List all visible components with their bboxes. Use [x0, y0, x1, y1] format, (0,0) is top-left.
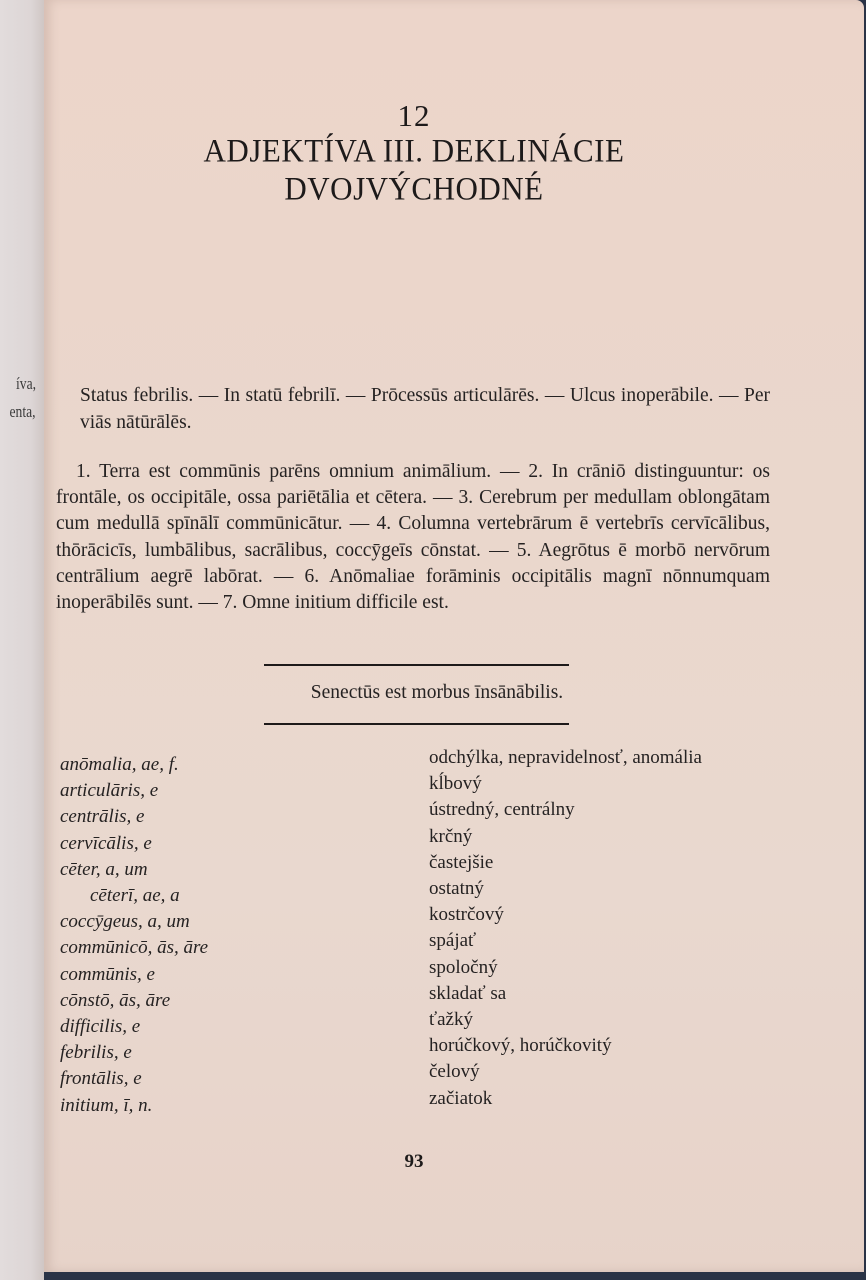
example-phrases: Status febrilis. — In statū febrilī. — Prōcessūs articulārēs. — Ulcus inoperābile. — Per viās nātūrālēs. — [80, 385, 770, 433]
vocab-latin-term: centrālis, e — [60, 806, 145, 828]
vocab-translation: horúčkový, horúčkovitý — [429, 1035, 612, 1057]
vocab-translation: častejšie — [429, 851, 494, 873]
vocab-latin-term: anōmalia, ae, f. — [60, 754, 179, 775]
adjacent-page-fragment: enta, — [9, 402, 36, 421]
vocab-translation: ústredný, centrálny — [429, 799, 575, 821]
vocab-latin-term: frontālis, e — [60, 1068, 142, 1090]
vocabulary-latin-column — [60, 752, 400, 1119]
vocab-translation: krčný — [429, 825, 473, 847]
vocab-translation: čelový — [429, 1061, 480, 1083]
vocabulary-slovak-column — [429, 745, 829, 1112]
motto: Senectūs est morbus īnsānābilis. — [310, 682, 564, 703]
vocab-translation: kostrčový — [429, 904, 504, 926]
page-number: 93 — [404, 1151, 424, 1172]
vocab-latin-term: initium, ī, n. — [60, 1094, 153, 1116]
adjacent-page-edge — [0, 0, 44, 1280]
vocab-translation: ťažký — [429, 1009, 473, 1031]
vocab-latin-term: cervīcālis, e — [60, 832, 152, 854]
vocab-translation: začiatok — [429, 1087, 493, 1109]
motto-top-rule — [264, 664, 569, 666]
vocab-latin-term: coccȳgeus, a, um — [60, 911, 190, 933]
vocab-latin-term: cōnstō, ās, āre — [60, 989, 171, 1011]
vocab-translation: spájať — [429, 930, 477, 952]
vocab-translation: ostatný — [429, 878, 484, 900]
vocab-translation: kĺbový — [429, 773, 482, 795]
vocab-latin-term: cēterī, ae, a — [90, 885, 180, 907]
vocab-latin-term: commūnicō, ās, āre — [60, 937, 209, 959]
vocab-latin-term: commūnis, e — [60, 963, 155, 985]
adjacent-page-fragment: íva, — [15, 374, 36, 393]
vocab-latin-term: articulāris, e — [60, 780, 159, 802]
vocab-latin-term: cēter, a, um — [60, 858, 148, 880]
book-page — [44, 0, 864, 1272]
chapter-title-line-2: DVOJVÝCHODNÉ — [284, 170, 544, 207]
exercise-sentences: 1. Terra est commūnis parēns omnium animālium. — 2. In crāniō distinguuntur: os frontāle, os occipitāle, ossa pariētālia et cētera. — 3. Cerebrum per medullam oblongātam cum medullā spīnālī commūnicātur. — 4. Columna vertebrārum ē vertebrīs cervīcālibus, thōrācicīs, lumbālibus, sacrālibus, coccȳgeīs cōnstat. — 5. Aegrōtus ē morbō nervōrum centrālium aegrē labōrat. — 6. Anōmaliae forāminis occipitālis magnī nōnnumquam inoperābilēs sunt. — 7. Omne initium difficile est. — [56, 461, 770, 614]
motto-bottom-rule — [264, 723, 569, 725]
chapter-title — [44, 132, 784, 208]
vocab-translation: skladať sa — [429, 982, 507, 1004]
chapter-title-line-1: ADJEKTÍVA III. DEKLINÁCIE — [203, 132, 625, 169]
chapter-number: 12 — [397, 98, 431, 133]
vocab-latin-term: difficilis, e — [60, 1016, 141, 1038]
vocab-translation: odchýlka, nepravidelnosť, anomália — [429, 747, 702, 768]
vocab-latin-term: febrilis, e — [60, 1042, 132, 1064]
vocab-translation: spoločný — [429, 956, 498, 978]
